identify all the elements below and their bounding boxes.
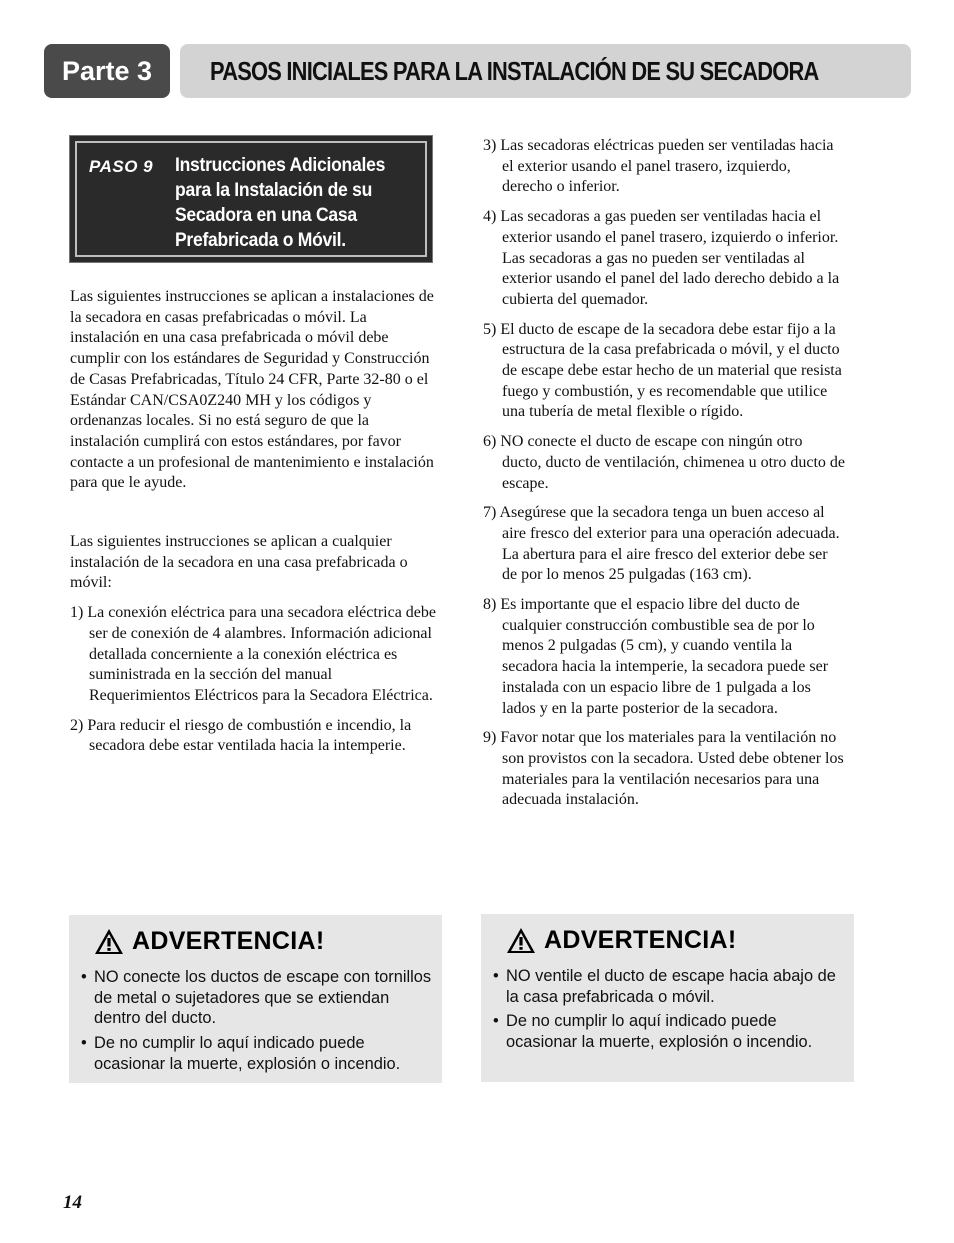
step-box	[69, 135, 433, 263]
step-box-frame	[75, 141, 427, 257]
warning-item-text: NO conecte los ductos de escape con tornillos de metal o sujetadores que se extiendan dentro del ducto.	[94, 968, 432, 1028]
page-title	[180, 44, 911, 98]
intro-paragraph-1: Las siguientes instrucciones se aplican a instalaciones de la secadora en casas prefabricadas o móvil. La instalación en una casa prefabricada o móvil debe cumplir con los estándares de Seguridad y Construcción de Casas Prefabricadas, Título 24 CFR, Parte 32-80 o el Estándar CAN/CSA0Z240 MH y los códigos y ordenanzas locales. Si no está seguro de que la instalación cumplirá con estos estándares, por favor contacte a un profesional de mantenimiento e instalación para que le ayude.	[70, 288, 434, 492]
warning-item	[81, 967, 433, 1029]
warning-item-text: De no cumplir lo aquí indicado puede ocasionar la muerte, explosión o incendio.	[506, 1012, 813, 1052]
warning-title: ADVERTENCIA!	[544, 926, 737, 954]
page-number: 14	[63, 1192, 82, 1213]
intro-paragraph-2: Las siguientes instrucciones se aplican a cualquier instalación de la secadora en una casa prefabricada o móvil:	[70, 533, 408, 592]
instruction-item: 4) Las secadoras a gas pueden ser ventiladas hacia el exterior usando el panel trasero, izquierdo o inferior. Las secadoras a gas no pueden ser ventiladas al exterior usando el panel del lado derecho debido a la cubierta del quemador.	[483, 208, 840, 308]
bullet: •	[493, 967, 499, 985]
warning-box-left	[69, 915, 442, 1083]
instruction-list-left	[70, 603, 436, 757]
instruction-item: 1) La conexión eléctrica para una secadora eléctrica debe ser de conexión de 4 alambres. Información adicional detallada concerniente a la conexión eléctrica es suministrada en la sección del manual Requerimientos Eléctricos para la Secadora Eléctrica.	[70, 604, 436, 704]
step-title-text: Instrucciones Adicionales para la Instalación de su Secadora en una Casa Prefabricada o Móvil.	[175, 154, 386, 251]
warning-item-text: NO ventile el ducto de escape hacia abajo de la casa prefabricada o móvil.	[506, 967, 836, 1006]
left-column	[70, 287, 436, 766]
warning-item	[81, 1033, 433, 1074]
instruction-item: 9) Favor notar que los materiales para la ventilación no son provistos con la secadora. Usted debe obtener los materiales para la ventilación necesarios para una adecuada instalación.	[483, 729, 844, 809]
instruction-item: 5) El ducto de escape de la secadora debe estar fijo a la estructura de la casa prefabricada o móvil, y el ducto de escape debe estar hecho de un material que resista fuego y combustión, y es recomendable que utilice una tubería de metal flexible o rígido.	[483, 320, 842, 421]
page-title-text: PASOS INICIALES PARA LA INSTALACIÓN DE SU SECADORA	[210, 55, 819, 86]
warning-header	[94, 927, 325, 956]
warning-title: ADVERTENCIA!	[132, 927, 325, 955]
instruction-item: 2) Para reducir el riesgo de combustión e incendio, la secadora debe estar ventilada hacia la intemperie.	[70, 716, 412, 755]
warning-item	[493, 1011, 845, 1052]
instruction-item: 8) Es importante que el espacio libre del ducto de cualquier construcción combustible sea de por lo menos 2 pulgadas (5 cm), y cuando ventila la secadora hacia la intemperie, la secadora puede ser instalada con un espacio libre de 1 pulgada a los lados y en la parte posterior de la secadora.	[483, 596, 829, 717]
bullet: •	[81, 1034, 87, 1053]
warning-item-text: De no cumplir lo aquí indicado puede ocasionar la muerte, explosión o incendio.	[94, 1034, 401, 1073]
instruction-list-right	[483, 136, 845, 811]
instruction-item: 3) Las secadoras eléctricas pueden ser ventiladas hacia el exterior usando el panel trasero, izquierdo, derecho o inferior.	[483, 137, 834, 196]
warning-list	[81, 967, 433, 1079]
bullet: •	[81, 968, 87, 986]
step-title	[175, 153, 425, 253]
instruction-item: 6) NO conecte el ducto de escape con ningún otro ducto, ducto de ventilación, chimenea u otro ducto de escape.	[483, 433, 845, 492]
right-column	[483, 136, 845, 820]
step-label: PASO 9	[89, 157, 154, 176]
instruction-item: 7) Asegúrese que la secadora tenga un buen acceso al aire fresco del exterior para una operación adecuada. La abertura para el aire fresco del exterior debe ser de por lo menos 25 pulgadas (163 cm).	[483, 504, 840, 584]
part-label: Parte 3	[44, 44, 170, 98]
warning-triangle-icon	[94, 928, 124, 955]
warning-header	[506, 926, 737, 955]
warning-box-right	[481, 914, 854, 1082]
warning-triangle-icon	[506, 927, 536, 954]
bullet: •	[493, 1012, 499, 1031]
warning-item	[493, 966, 845, 1007]
warning-list	[493, 966, 845, 1057]
